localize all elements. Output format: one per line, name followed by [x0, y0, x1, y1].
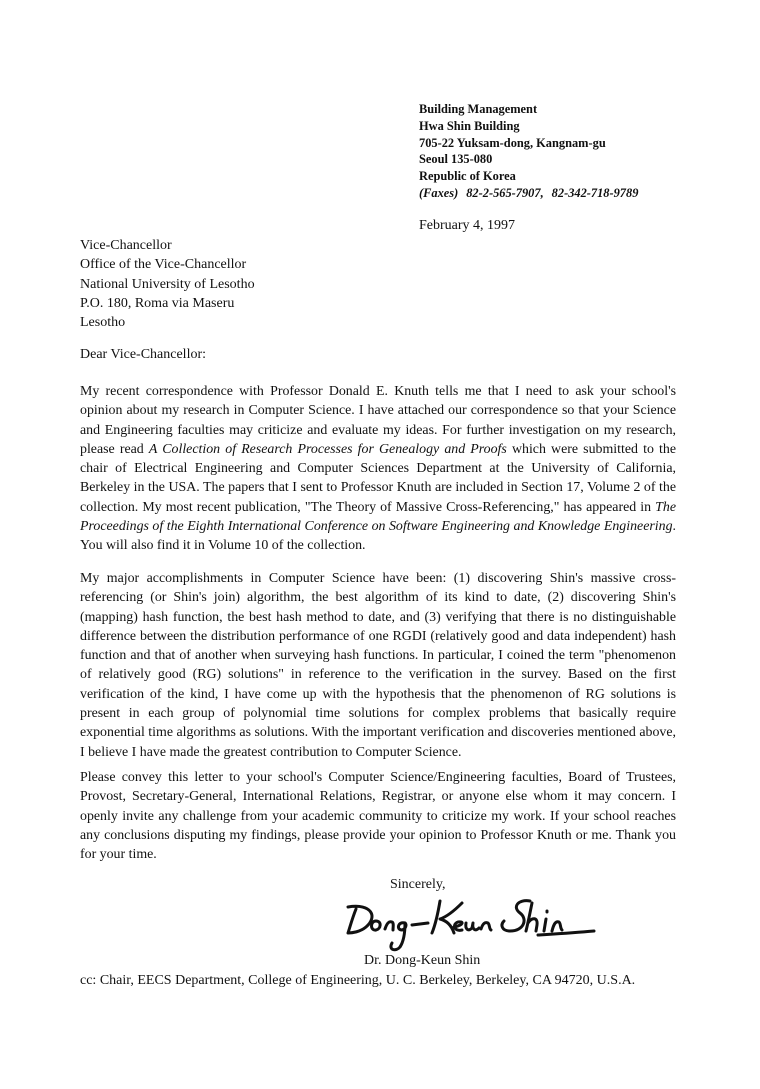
body-paragraph-3: Please convey this letter to your school's Computer Science/Engineering faculties, Board of Trustees, Provost, Secretary-General, International Relations, Registrar, or anyone else whom it may concern. I openly invite any challenge from your academic community to criticize my work. If your school reaches any conclusions disputing my findings, please provide your opinion to Professor Knuth or me. Thank you for your time.	[80, 770, 676, 863]
recipient-line-4: P.O. 180, Roma via Maseru	[80, 295, 235, 311]
body-paragraph-2: My major accomplishments in Computer Science have been: (1) discovering Shin's massive cross-referencing (or Shin's join) algorithm, the best algorithm of its kind to date, (2) discovering Shin's (mapping) hash function, the best hash method to date, and (3) verifying that there is no distinguishable difference between the distribution performance of one RGDI (relatively good and data independent) hash function and that of another when surveying hash functions. In particular, I coined the term "phenomenon of relatively good (RG) solutions" in reference to the verification in the survey. Based on the first verification of the kind, I have come up with the hypothesis that the phenomenon of RG solutions is present in each group of polynomial time solutions for complex problems that basically require exponential time algorithms as solutions. With the important verification and discoveries mentioned above, I believe I have made the greatest contribution to Computer Science.	[80, 571, 676, 760]
sender-name: Building Management	[419, 102, 538, 116]
recipient-address-block	[80, 236, 255, 332]
sender-street: 705-22 Yuksam-dong, Kangnam-gu	[419, 135, 606, 150]
sender-building: Hwa Shin Building	[419, 118, 520, 133]
fax-number-1: 82-2-565-7907,	[466, 185, 544, 200]
recipient-line-2: Office of the Vice-Chancellor	[80, 257, 247, 273]
recipient-line-5: Lesotho	[80, 315, 126, 331]
letter-date: February 4, 1997	[419, 218, 516, 233]
recipient-line-3: National University of Lesotho	[80, 276, 255, 292]
p1-proceedings-title: The Proceedings of the Eighth International Conference on Software Engineering and Knowledge Engineering	[80, 499, 676, 535]
fax-number-2: 82-342-718-9789	[551, 185, 639, 200]
p1-text-a: My recent correspondence with Professor Donald E. Knuth tells me that I need to ask your school's opinion about my research in Computer Science. I have attached our correspondence so that your Science and Engineering faculties may criticize and evaluate my ideas. For further investigation on my research, please read	[80, 384, 676, 457]
p1-text-b: which were submitted to the chair of Electrical Engineering and Computer Sciences Department at the University of California, Berkeley in the USA. The papers that I sent to Professor Knuth are included in Section 17, Volume 2 of the collection. My most recent publication, "The Theory of Massive Cross-Referencing," has appeared in	[80, 441, 676, 515]
p1-text-c: . You will also find it in Volume 10 of the collection.	[80, 519, 676, 554]
cc-line: cc: Chair, EECS Department, College of Engineering, U. C. Berkeley, Berkeley, CA 94720, U.S.A.	[80, 973, 636, 988]
recipient-line-1: Vice-Chancellor	[80, 238, 172, 253]
sender-country: Republic of Korea	[419, 169, 516, 184]
body-paragraph-1	[80, 382, 676, 556]
salutation: Dear Vice-Chancellor:	[80, 347, 207, 362]
closing: Sincerely,	[390, 877, 446, 892]
fax-label: (Faxes)	[419, 185, 459, 200]
sender-address-block	[419, 101, 646, 202]
p1-collection-title: A Collection of Research Processes for Genealogy and Proofs	[148, 441, 507, 457]
signer-name: Dr. Dong-Keun Shin	[364, 953, 481, 968]
sender-fax-numbers	[419, 185, 646, 202]
sender-city: Seoul 135-080	[419, 152, 493, 167]
handwritten-signature	[342, 895, 607, 953]
